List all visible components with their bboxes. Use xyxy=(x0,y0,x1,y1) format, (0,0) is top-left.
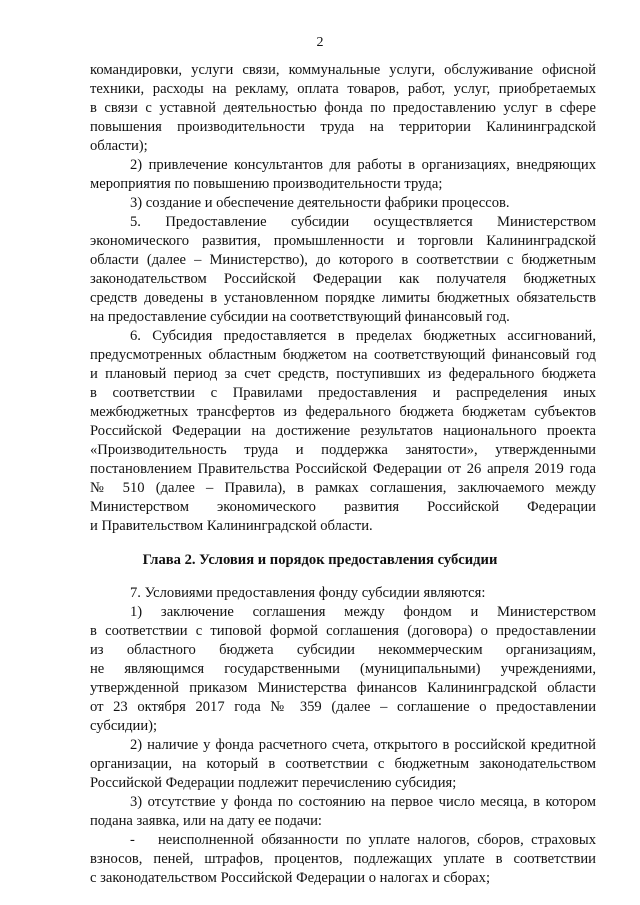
paragraph-line: от 23 октября 2017 года № 359 (далее – соглашение о предоставлении xyxy=(90,699,596,715)
paragraph-line: неисполненной обязанности по уплате налогов, сборов, страховых xyxy=(158,832,596,848)
chapter-heading: Глава 2. Условия и порядок предоставления субсидии xyxy=(142,552,498,568)
paragraph-line: с законодательством Российской Федерации о налогах и сборах; xyxy=(90,870,491,886)
paragraph-line: в связи с уставной деятельностью фонда по предоставлению услуг в сфере xyxy=(90,100,596,116)
paragraph-line: Российской Федерации на достижение результатов национального проекта xyxy=(90,423,596,439)
paragraph-line: 7. Условиями предоставления фонду субсидии являются: xyxy=(130,585,486,601)
paragraph-line: области (далее – Министерство), до которого в соответствии с бюджетным xyxy=(90,252,596,268)
paragraph-line: не являющимся государственными (муниципальными) учреждениями, xyxy=(90,661,596,677)
paragraph-line: мероприятия по повышению производительности труда; xyxy=(90,176,443,192)
paragraph-line: и Правительством Калининградской области. xyxy=(90,518,373,534)
paragraph-line: 3) отсутствие у фонда по состоянию на первое число месяца, в котором xyxy=(130,794,596,810)
paragraph-line: 5. Предоставление субсидии осуществляется Министерством xyxy=(130,214,596,230)
paragraph-line: № 510 (далее – Правила), в рамках соглашения, заключаемого между xyxy=(90,480,596,496)
paragraph-line: законодательством Российской Федерации как получателя бюджетных xyxy=(90,271,596,287)
paragraph-line: межбюджетных трансфертов из федерального бюджета бюджетам субъектов xyxy=(90,404,596,420)
paragraph-line: 2) наличие у фонда расчетного счета, открытого в российской кредитной xyxy=(130,737,596,753)
paragraph-line: на предоставление субсидии на соответствующий финансовый год. xyxy=(90,309,510,325)
paragraph-line: 6. Субсидия предоставляется в пределах бюджетных ассигнований, xyxy=(130,328,596,344)
paragraph-line: и плановый период за счет средств, поступивших из федерального бюджета xyxy=(90,366,596,382)
paragraph-line: командировки, услуги связи, коммунальные услуги, обслуживание офисной xyxy=(90,62,596,78)
paragraph-line: средств доведены в установленном порядке лимиты бюджетных обязательств xyxy=(90,290,596,306)
paragraph-line: субсидии); xyxy=(90,718,158,734)
list-dash-marker: - xyxy=(130,832,135,848)
paragraph-line: в соответствии с Правилами предоставления и распределения иных xyxy=(90,385,596,401)
paragraph-line: в соответствии с типовой формой соглашения (договора) о предоставлении xyxy=(90,623,596,639)
paragraph-line: утвержденной приказом Министерства финансов Калининградской области xyxy=(90,680,596,696)
paragraph-line: 3) создание и обеспечение деятельности фабрики процессов. xyxy=(130,195,510,211)
paragraph-line: «Производительность труда и поддержка занятости», утвержденными xyxy=(90,442,596,458)
paragraph-line: взносов, пеней, штрафов, процентов, подлежащих уплате в соответствии xyxy=(90,851,596,867)
paragraph-line: области); xyxy=(90,138,148,154)
paragraph-line: постановлением Правительства Российской Федерации от 26 апреля 2019 года xyxy=(90,461,596,477)
paragraph-line: 2) привлечение консультантов для работы в организациях, внедряющих xyxy=(130,157,596,173)
paragraph-line: подана заявка, или на дату ее подачи: xyxy=(90,813,322,829)
paragraph-line: предусмотренных областным бюджетом на соответствующий финансовый год xyxy=(90,347,596,363)
paragraph-line: организации, на который в соответствии с бюджетным законодательством xyxy=(90,756,596,772)
paragraph-line: Российской Федерации подлежит перечислению субсидия; xyxy=(90,775,457,791)
paragraph-line: 1) заключение соглашения между фондом и Министерством xyxy=(130,604,596,620)
page-number: 2 xyxy=(316,35,324,50)
paragraph-line: повышения производительности труда на территории Калининградской xyxy=(90,119,596,135)
paragraph-line: из областного бюджета субсидии некоммерческим организациям, xyxy=(90,642,596,658)
paragraph-line: экономического развития, промышленности и торговли Калининградской xyxy=(90,233,596,249)
paragraph-line: Министерством экономического развития Российской Федерации xyxy=(90,499,596,515)
paragraph-line: техники, расходы на рекламу, оплата товаров, работ, услуг, приобретаемых xyxy=(90,81,596,97)
